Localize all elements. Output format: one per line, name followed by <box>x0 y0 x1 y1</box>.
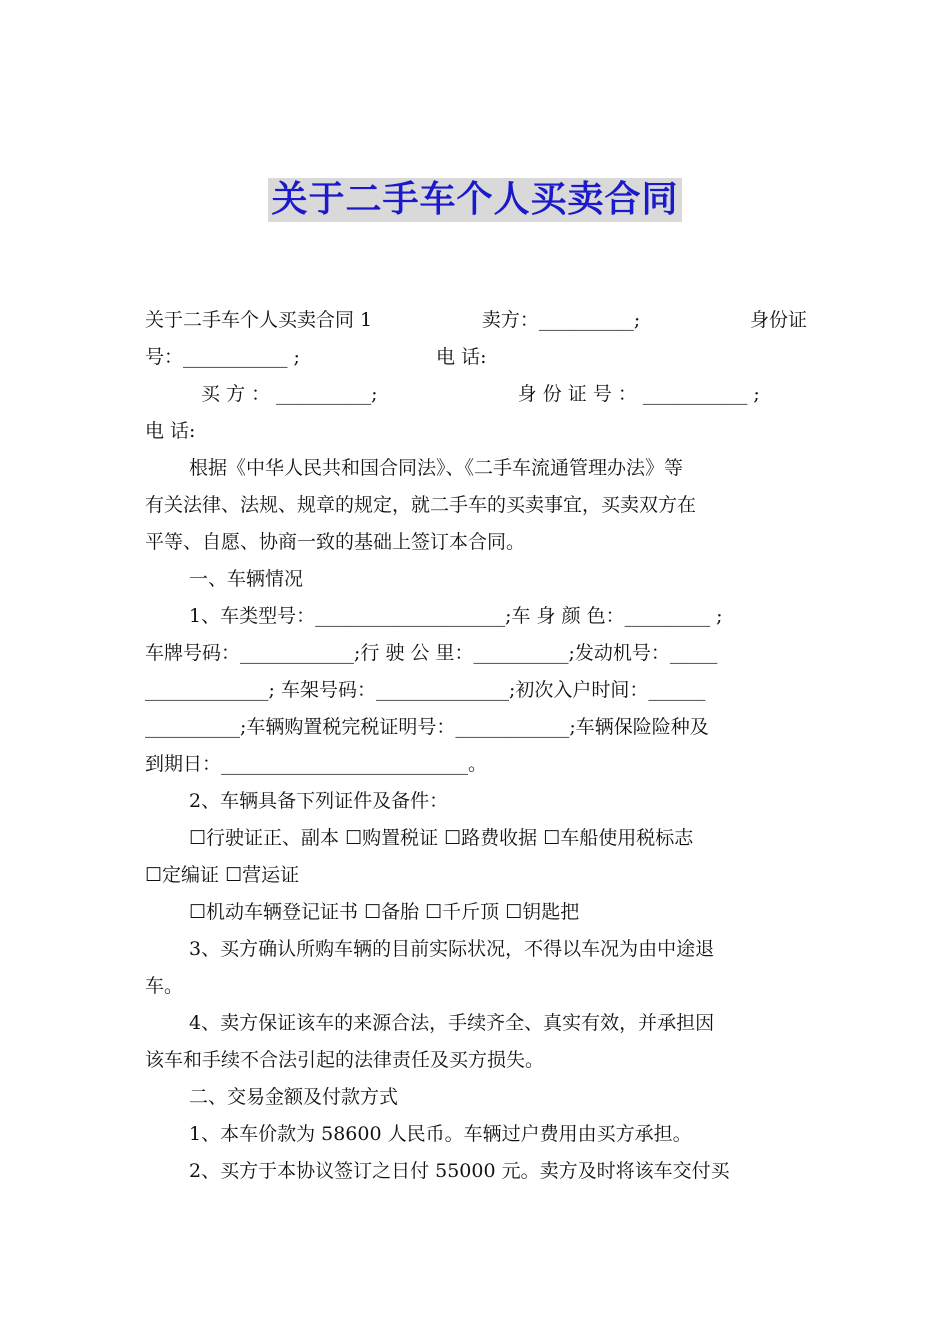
preamble-line-3 <box>145 524 807 561</box>
buyer-field: 买 方 ： __________; <box>201 383 378 405</box>
contract-heading-1: 关于二手车个人买卖合同 1 <box>145 309 373 331</box>
document-title <box>0 178 950 222</box>
vehicle-info-text-1: 1、车类型号：____________________;车 身 颜 色：_________ ; <box>189 605 723 627</box>
seller-id-label: 身份证 <box>749 309 807 331</box>
vehicle-info-text-5: 到期日：__________________________。 <box>145 753 488 775</box>
clause-3-line-2 <box>145 968 807 1005</box>
preamble-line-1 <box>145 450 807 487</box>
payment-line-1 <box>145 1116 807 1153</box>
seller-line <box>145 302 807 339</box>
preamble-line-2 <box>145 487 807 524</box>
section-1-title: 一、车辆情况 <box>189 568 304 590</box>
document-body <box>145 302 807 1190</box>
seller-field: 卖方：__________; <box>481 309 641 331</box>
section-2-heading <box>145 1079 807 1116</box>
clause-3-line-1 <box>145 931 807 968</box>
documents-heading <box>145 783 807 820</box>
preamble-text-3: 平等、自愿、协商一致的基础上签订本合同。 <box>145 531 526 553</box>
vehicle-info-line-5 <box>145 746 807 783</box>
vehicle-info-line-4 <box>145 709 807 746</box>
payment-text-1: 1、本车价款为 58600 人民币。车辆过户费用由买方承担。 <box>189 1123 692 1145</box>
vehicle-info-line-1 <box>145 598 807 635</box>
clause-3-text-1: 3、买方确认所购车辆的目前实际状况，不得以车况为由中途退 <box>189 938 715 960</box>
vehicle-info-text-3: _____________; 车架号码：______________;初次入户时间：______ <box>145 679 706 701</box>
section-2-title: 二、交易金额及付款方式 <box>189 1086 399 1108</box>
vehicle-info-text-2: 车牌号码：____________;行 驶 公 里：__________;发动机号：_____ <box>145 642 718 664</box>
vehicle-info-text-4: __________;车辆购置税完税证明号：____________;车辆保险险种及 <box>145 716 709 738</box>
documents-checklist-text-2: ☐定编证 ☐营运证 <box>145 864 300 886</box>
payment-text-2: 2、买方于本协议签订之日付 55000 元。卖方及时将该车交付买 <box>189 1160 730 1182</box>
preamble-text-2: 有关法律、法规、规章的规定，就二手车的买卖事宜，买卖双方在 <box>145 494 697 516</box>
buyer-line <box>145 376 807 413</box>
clause-4-text-2: 该车和手续不合法引起的法律责任及买方损失。 <box>145 1049 545 1071</box>
documents-checklist-line-1 <box>145 820 807 857</box>
clause-4-line-1 <box>145 1005 807 1042</box>
payment-line-2 <box>145 1153 807 1190</box>
vehicle-info-line-2 <box>145 635 807 672</box>
documents-checklist-text-1: ☐行驶证正、副本 ☐购置税证 ☐路费收据 ☐车船使用税标志 <box>189 827 694 849</box>
documents-checklist-line-2 <box>145 857 807 894</box>
seller-id-line <box>145 339 807 376</box>
documents-checklist-line-3 <box>145 894 807 931</box>
documents-heading-text: 2、车辆具备下列证件及备件： <box>189 790 449 812</box>
clause-4-text-1: 4、卖方保证该车的来源合法，手续齐全、真实有效，并承担因 <box>189 1012 715 1034</box>
clause-4-line-2 <box>145 1042 807 1079</box>
clause-3-text-2: 车。 <box>145 975 184 997</box>
buyer-id-field: 身 份 证 号 ： ___________ ; <box>517 383 760 405</box>
seller-id-field: 号：___________ ; <box>145 346 300 368</box>
document-title-text: 关于二手车个人买卖合同 <box>268 178 681 222</box>
seller-phone-label: 电 话: <box>436 346 487 368</box>
preamble-text-1: 根据《中华人民共和国合同法》、《二手车流通管理办法》等 <box>189 457 684 479</box>
vehicle-info-line-3 <box>145 672 807 709</box>
section-1-heading <box>145 561 807 598</box>
documents-checklist-text-3: ☐机动车辆登记证书 ☐备胎 ☐千斤顶 ☐钥匙把 <box>189 901 580 923</box>
buyer-phone-label: 电 话: <box>145 420 196 442</box>
buyer-phone-line <box>145 413 807 450</box>
